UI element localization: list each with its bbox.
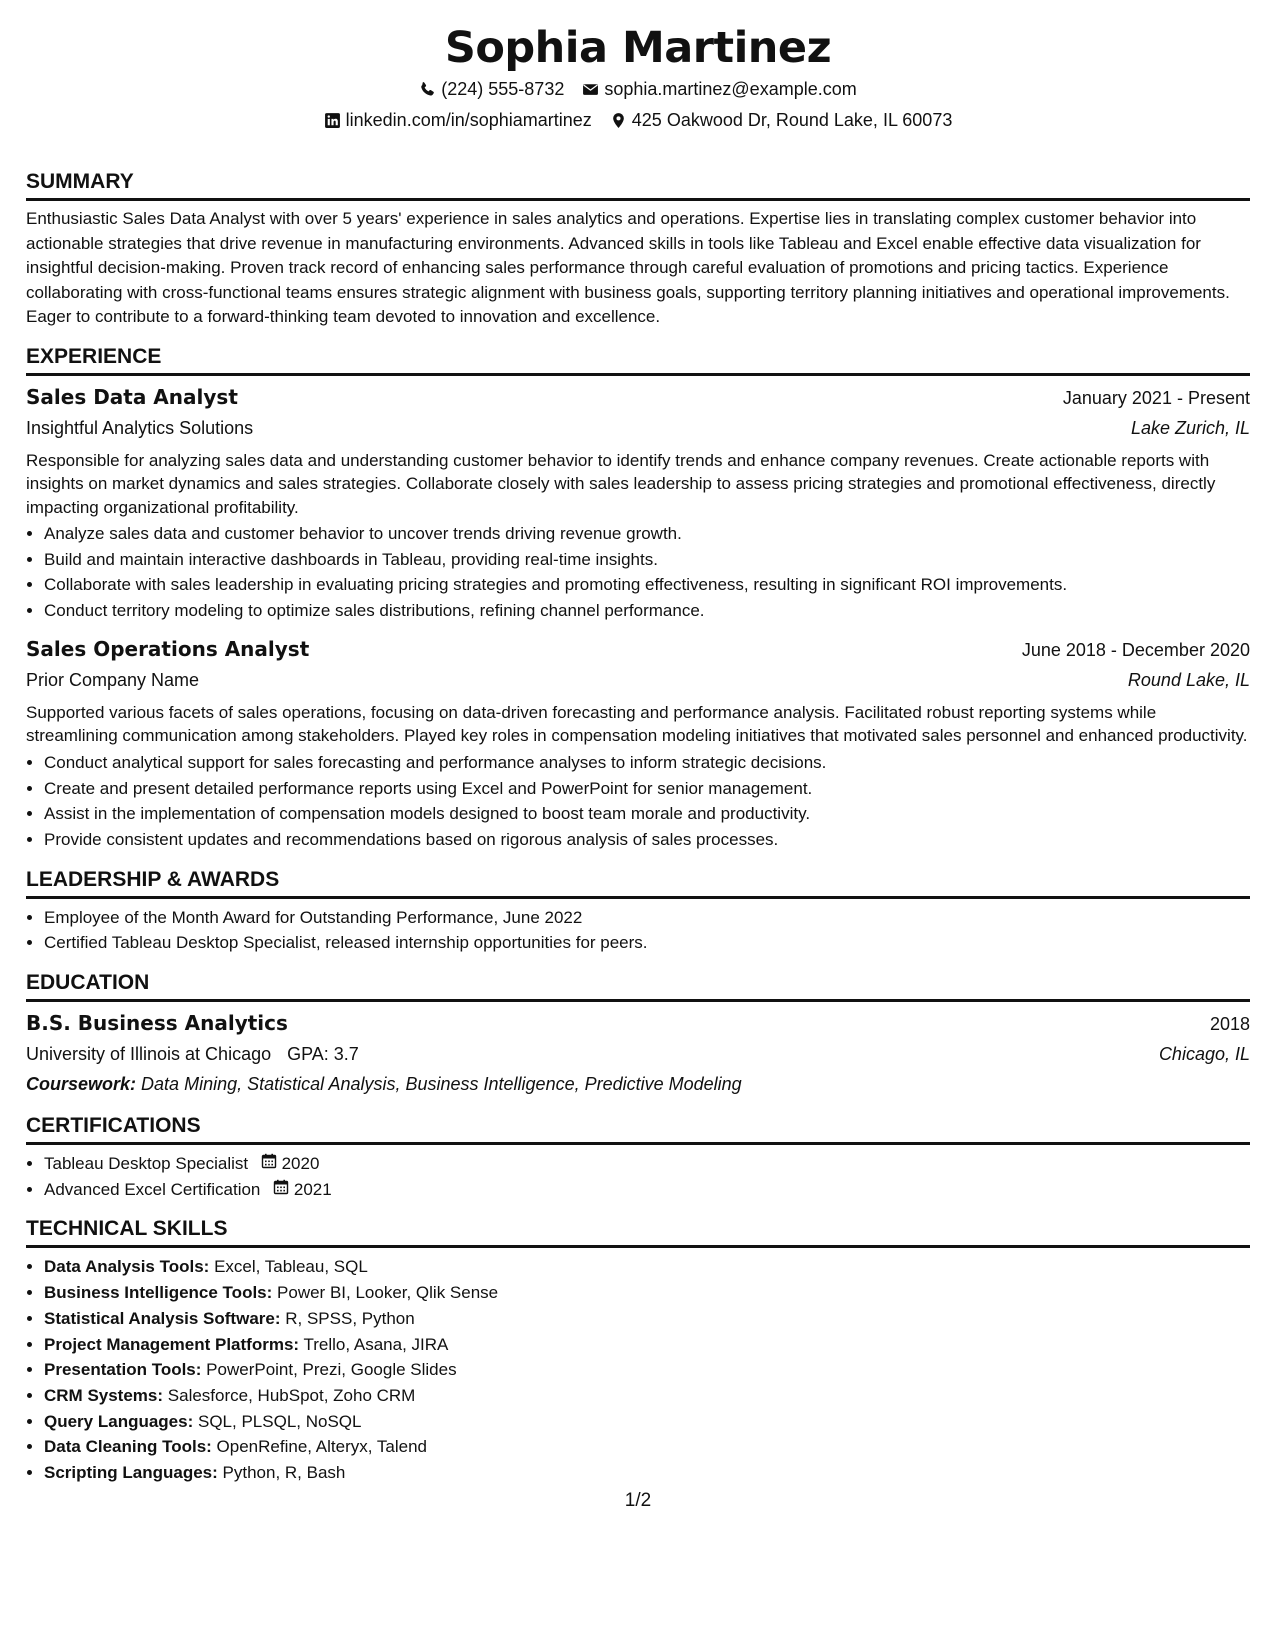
- job-title: Sales Operations Analyst: [26, 636, 310, 661]
- skills-section: [26, 1216, 1250, 1485]
- coursework-label: Coursework:: [26, 1074, 137, 1095]
- section-title-experience: EXPERIENCE: [26, 344, 1250, 376]
- job-entry: [26, 634, 1250, 853]
- skill-value: SQL, PLSQL, NoSQL: [198, 1411, 362, 1431]
- skills-list: [26, 1254, 1250, 1485]
- list-item: [44, 1357, 1250, 1383]
- skill-label: Project Management Platforms:: [44, 1334, 300, 1354]
- cert-year: 2021: [293, 1179, 332, 1199]
- skill-value: Power BI, Looker, Qlik Sense: [277, 1283, 499, 1303]
- linkedin-contact[interactable]: [324, 109, 592, 131]
- skill-label: Presentation Tools:: [44, 1360, 202, 1380]
- gpa: GPA: 3.7: [287, 1044, 359, 1065]
- contact-row-1: [26, 78, 1250, 100]
- calendar-icon: [273, 1179, 289, 1195]
- certifications-list: [26, 1151, 1250, 1202]
- list-item: • Collaborate with sales leadership in evaluating pricing strategies and promoting effectiveness, resulting in significant ROI improvements.: [44, 572, 1250, 598]
- company-name: Prior Company Name: [26, 669, 200, 690]
- list-item: [44, 1254, 1250, 1280]
- experience-section: [26, 344, 1250, 853]
- cert-year: 2020: [281, 1154, 320, 1174]
- job-location: Lake Zurich, IL: [1130, 417, 1250, 438]
- certifications-section: [26, 1113, 1250, 1202]
- summary-section: [26, 169, 1250, 330]
- list-item: • Employee of the Month Award for Outstanding Performance, June 2022: [44, 905, 1250, 931]
- section-title-leadership: LEADERSHIP & AWARDS: [26, 867, 1250, 899]
- section-title-skills: TECHNICAL SKILLS: [26, 1216, 1250, 1248]
- page-number: 1/2: [624, 1490, 652, 1511]
- address-text: 425 Oakwood Dr, Round Lake, IL 60073: [631, 110, 953, 130]
- list-item: [44, 1383, 1250, 1409]
- job-dates: January 2021 - Present: [1062, 387, 1250, 408]
- job-bullets: [26, 750, 1250, 853]
- contact-row-2: [26, 109, 1250, 131]
- list-item: • Conduct territory modeling to optimize sales distributions, refining channel performance.: [44, 598, 1250, 624]
- skill-label: CRM Systems:: [44, 1385, 164, 1405]
- leadership-list: [26, 905, 1250, 956]
- list-item: [44, 1434, 1250, 1460]
- company-name: Insightful Analytics Solutions: [26, 417, 254, 438]
- list-item: [44, 1151, 1250, 1177]
- skill-value: Excel, Tableau, SQL: [214, 1257, 368, 1277]
- list-item: • Create and present detailed performance reports using Excel and PowerPoint for senior management.: [44, 776, 1250, 802]
- education-section: [26, 970, 1250, 1099]
- list-item: • Provide consistent updates and recommendations based on rigorous analysis of sales processes.: [44, 827, 1250, 853]
- section-title-education: EDUCATION: [26, 970, 1250, 1002]
- cert-name: Advanced Excel Certification: [44, 1179, 261, 1199]
- coursework: [26, 1069, 1250, 1099]
- skill-value: Python, R, Bash: [222, 1463, 346, 1483]
- phone-icon: [419, 81, 436, 98]
- map-pin-icon: [610, 112, 627, 129]
- phone-contact: [419, 78, 564, 100]
- job-title: Sales Data Analyst: [26, 384, 238, 409]
- section-title-certifications: CERTIFICATIONS: [26, 1113, 1250, 1145]
- list-item: [44, 1306, 1250, 1332]
- resume-page: [26, 0, 1250, 1511]
- list-item: [44, 1177, 1250, 1203]
- list-item: [44, 1332, 1250, 1358]
- skill-value: Trello, Asana, JIRA: [303, 1334, 449, 1354]
- list-item: • Build and maintain interactive dashboards in Tableau, providing real-time insights.: [44, 547, 1250, 573]
- job-entry: [26, 382, 1250, 624]
- list-item: • Assist in the implementation of compensation models designed to boost team morale and productivity.: [44, 801, 1250, 827]
- skill-label: Business Intelligence Tools:: [44, 1283, 273, 1303]
- degree-name: B.S. Business Analytics: [26, 1011, 288, 1036]
- list-item: • Conduct analytical support for sales forecasting and performance analyses to inform strategic decisions.: [44, 750, 1250, 776]
- job-location: Round Lake, IL: [1127, 669, 1250, 690]
- school-name: University of Illinois at Chicago: [26, 1044, 272, 1065]
- skill-value: R, SPSS, Python: [285, 1308, 415, 1328]
- summary-text: Enthusiastic Sales Data Analyst with over 5 years' experience in sales analytics and operations. Expertise lies in translating complex customer behavior into actionable strategies that drive revenue in manufacturing environments. Advanced skills in tools like Tableau and Excel enable effective data visualization for insightful decision-making. Proven track record of enhancing sales performance through careful evaluation of promotions and pricing tactics. Experience collaborating with cross-functional teams ensures strategic alignment with business goals, supporting territory planning initiatives and operational improvements. Eager to contribute to a forward-thinking team devoted to innovation and excellence.: [26, 209, 1230, 326]
- skill-label: Statistical Analysis Software:: [44, 1308, 281, 1328]
- list-item: • Certified Tableau Desktop Specialist, released internship opportunities for peers.: [44, 930, 1250, 956]
- school-location: Chicago, IL: [1158, 1044, 1250, 1065]
- calendar-icon: [261, 1153, 277, 1169]
- list-item: [44, 1280, 1250, 1306]
- list-item: [44, 1460, 1250, 1486]
- section-title-summary: SUMMARY: [26, 169, 1250, 201]
- job-bullets: [26, 521, 1250, 624]
- list-item: [44, 1409, 1250, 1435]
- skill-label: Query Languages:: [44, 1411, 194, 1431]
- email-contact[interactable]: [582, 78, 856, 100]
- skill-value: OpenRefine, Alteryx, Talend: [216, 1437, 427, 1457]
- job-dates: June 2018 - December 2020: [1021, 639, 1250, 660]
- skill-label: Data Cleaning Tools:: [44, 1437, 212, 1457]
- candidate-name: Sophia Martinez: [444, 23, 832, 73]
- cert-name: Tableau Desktop Specialist: [44, 1154, 249, 1174]
- linkedin-icon: [324, 112, 341, 129]
- job-description: Responsible for analyzing sales data and understanding customer behavior to identify trends and enhance company revenues. Create actionable reports with insights on market dynamics and sales strategies. Collaborate closely with sales leadership to assess pricing strategies and promotional effectiveness, directly impacting organizational profitability.: [26, 450, 1216, 517]
- skill-label: Data Analysis Tools:: [44, 1257, 210, 1277]
- list-item: • Analyze sales data and customer behavior to uncover trends driving revenue growth.: [44, 521, 1250, 547]
- job-description: Supported various facets of sales operations, focusing on data-driven forecasting and performance analysis. Facilitated robust reporting systems while streamlining communication among stakeholders. Played key roles in compensation modeling initiatives that motivated sales personnel and enhanced productivity.: [26, 702, 1248, 746]
- skill-value: Salesforce, HubSpot, Zoho CRM: [167, 1385, 416, 1405]
- linkedin-url[interactable]: linkedin.com/in/sophiamartinez: [345, 110, 592, 130]
- skill-value: PowerPoint, Prezi, Google Slides: [206, 1360, 457, 1380]
- envelope-icon: [582, 81, 599, 98]
- graduation-year: 2018: [1209, 1014, 1250, 1035]
- coursework-list: Data Mining, Statistical Analysis, Business Intelligence, Predictive Modeling: [141, 1074, 742, 1095]
- address-contact: [610, 109, 953, 131]
- email-address[interactable]: sophia.martinez@example.com: [604, 79, 857, 99]
- leadership-section: [26, 867, 1250, 956]
- skill-label: Scripting Languages:: [44, 1463, 218, 1483]
- phone-number: (224) 555-8732: [441, 79, 565, 99]
